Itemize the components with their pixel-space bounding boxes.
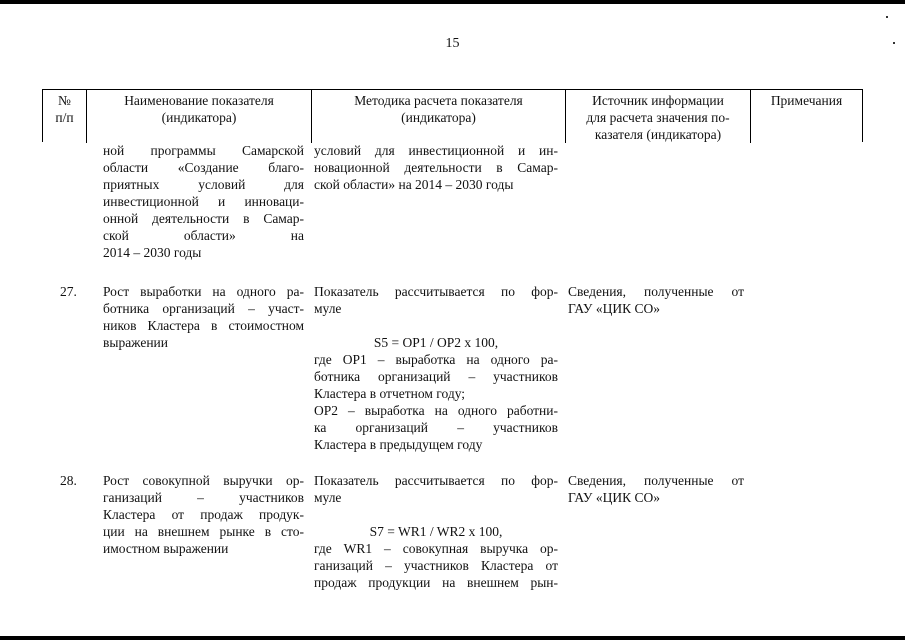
row-28-number: 28.: [60, 473, 77, 488]
row-28-method: Показатель рассчитывается по фор- муле S7 = WR1 / WR2 x 100, где WR1 – совокупная выручка ор- ганизаций – участников Кластера от продаж продукции на внешнем рын-: [314, 473, 558, 590]
row-cont-name: ной программы Самарской области «Создание благо- приятных условий для инвестиционной и инноваци- онной деятельности в Самар- ской области» на 2014 – 2030 годы: [103, 143, 304, 260]
top-scan-border: [0, 0, 905, 4]
header-col-number: № п/п: [43, 90, 87, 143]
row-27-source: Сведения, полученные от ГАУ «ЦИК СО»: [568, 284, 744, 316]
header-col-name: Наименование показателя (индикатора): [87, 90, 312, 143]
row-27-number: 27.: [60, 284, 77, 299]
row-27-name: Рост выработки на одного ра- ботника организаций – участ- ников Кластера в стоимостном выражении: [103, 284, 304, 350]
row-27-method: Показатель рассчитывается по фор- муле S5 = OP1 / OP2 x 100, где OP1 – выработка на одного ра- ботника организаций – участников Кластера в отчетном году; OP2 – выработка на одного работни- ка организаций – участников Кластера в предыдущем году: [314, 284, 558, 452]
row-28-source: Сведения, полученные от ГАУ «ЦИК СО»: [568, 473, 744, 505]
row-28-formula: S7 = WR1 / WR2 x 100,: [369, 524, 503, 539]
header-col-notes: Примечания: [770, 93, 843, 108]
row-28-name: Рост совокупной выручки ор- ганизаций – участников Кластера от продаж продук- ции на внешнем рынке в сто- имостном выражении: [103, 473, 304, 556]
header-col-source: Источник информации для расчета значения по- казателя (индикатора): [566, 90, 751, 143]
table-header: [42, 89, 863, 142]
header-col-method: Методика расчета показателя (индикатора): [312, 90, 566, 143]
scan-speck: [886, 16, 888, 18]
row-cont-method: условий для инвестиционной и ин- новационной деятельности в Самар- ской области» на 2014 – 2030 годы: [314, 143, 558, 192]
bottom-scan-border: [0, 636, 905, 640]
page-number: 15: [445, 36, 460, 51]
row-27-formula: S5 = OP1 / OP2 x 100,: [373, 335, 499, 350]
